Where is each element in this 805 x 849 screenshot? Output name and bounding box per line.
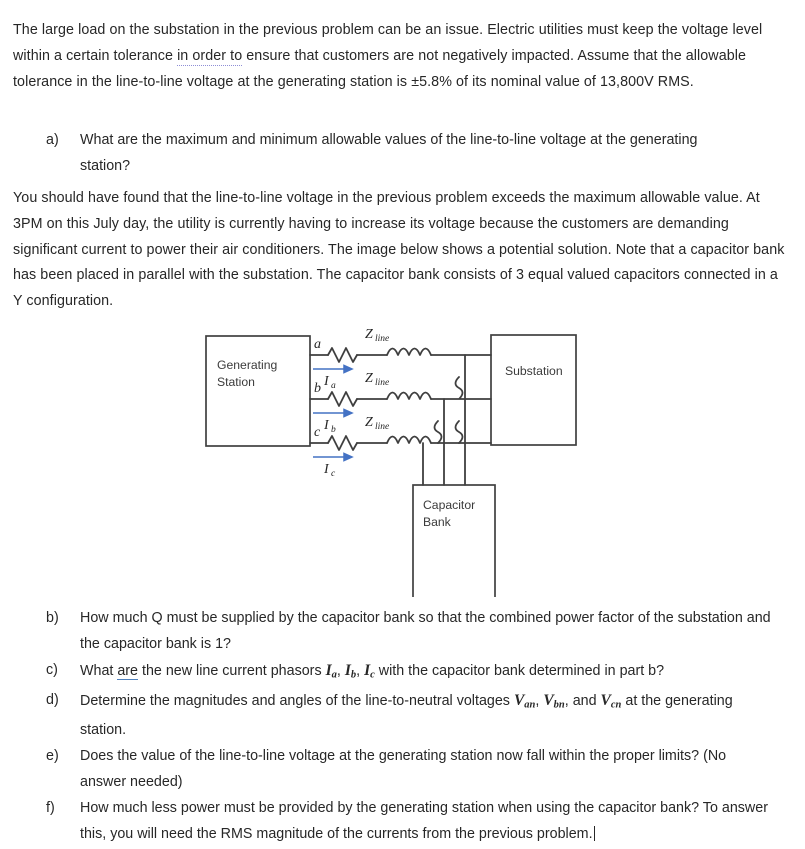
question-d-segment-3: at the generating station. xyxy=(80,693,733,739)
question-b-text: How much Q must be supplied by the capacitor bank so that the combined power factor of the substation and the capacitor bank is 1? xyxy=(80,610,771,652)
current-symbol-ic: I xyxy=(324,462,329,477)
symbol-vcn-subscript: cn xyxy=(610,699,622,711)
question-c-separator-2: , xyxy=(356,662,365,679)
z-line-label-c xyxy=(365,415,389,432)
question-a-item xyxy=(46,128,746,180)
current-symbol-ib: I xyxy=(324,418,329,433)
node-label-a: a xyxy=(314,337,321,352)
question-d-marker: d) xyxy=(46,692,59,709)
intro-text-segment-2: ensure that customers are not negatively impacted. Assume that the allowable tolerance in the line-to-line voltage at the generating station is ±5.8% of its nominal value of 13,800V RMS. xyxy=(13,47,747,90)
circuit-diagram xyxy=(195,322,595,597)
capacitor-bank-label-line2: Bank xyxy=(423,515,451,529)
body-paragraph-text: You should have found that the line-to-line voltage in the previous problem exceeds the maximum allowable value. At 3PM on this July day, the utility is currently having to increase its voltage because the customers are demanding significant current to power their air conditioners. The image below shows a potential solution. Note that a capacitor bank has been placed in parallel with the substation. The capacitor bank consists of 3 equal valued capacitors connected in a Y configuration. xyxy=(13,190,785,310)
substation-label: Substation xyxy=(505,364,563,378)
text-cursor xyxy=(594,826,595,841)
symbol-ia: I xyxy=(325,661,332,679)
current-symbol-ia: I xyxy=(324,374,329,389)
question-e-text: Does the value of the line-to-line voltage at the generating station now fall within the proper limits? (No answer needed) xyxy=(80,748,727,791)
current-arrow-ib xyxy=(313,409,352,416)
z-line-label-a xyxy=(365,327,389,344)
phase-b-wire-right xyxy=(431,377,491,399)
phase-b-inductor xyxy=(387,393,431,400)
question-d-separator-2: , and xyxy=(564,693,601,710)
node-label-c: c xyxy=(314,425,321,440)
phase-a-inductor xyxy=(387,349,431,356)
intro-paragraph xyxy=(13,18,785,95)
generating-station-label-line2: Station xyxy=(217,375,255,389)
intro-text-segment-1: The large load on the substation in the previous problem can be an issue. Electric utilities must keep the voltage level within a certain tolerance xyxy=(13,22,763,64)
current-subscript-ic: c xyxy=(331,469,336,479)
symbol-van-subscript: an xyxy=(524,699,536,711)
symbol-ic-subscript: c xyxy=(370,669,375,681)
question-c-segment-3: with the capacitor bank determined in part b? xyxy=(374,662,665,679)
question-f-item xyxy=(46,796,776,848)
question-a-marker: a) xyxy=(46,132,59,148)
current-subscript-ib: b xyxy=(331,425,336,435)
question-c-marker: c) xyxy=(46,661,58,678)
questions-list xyxy=(46,606,776,847)
question-e-marker: e) xyxy=(46,748,59,765)
symbol-ic: I xyxy=(364,661,371,679)
question-b-item xyxy=(46,606,776,658)
node-label-b: b xyxy=(314,381,321,396)
phase-a-resistor xyxy=(328,348,357,362)
current-arrow-ic xyxy=(313,453,352,460)
substation-box xyxy=(491,335,576,445)
symbol-ib: I xyxy=(344,661,351,679)
question-b-marker: b) xyxy=(46,610,59,626)
symbol-vbn-subscript: bn xyxy=(553,699,565,711)
symbol-ia-subscript: a xyxy=(331,669,337,681)
symbol-ib-subscript: b xyxy=(350,669,357,681)
question-e-item xyxy=(46,744,776,796)
phase-c-hop-over-a-drop xyxy=(456,421,463,443)
z-line-subscript-c: line xyxy=(375,422,390,432)
symbol-vbn: V xyxy=(543,692,554,710)
generating-station-label-line1: Generating xyxy=(217,358,278,372)
current-subscript-ia: a xyxy=(331,381,336,391)
question-a-text: What are the maximum and minimum allowable values of the line-to-line voltage at the generating station? xyxy=(80,132,698,174)
question-d-separator-1: , xyxy=(535,693,544,710)
current-arrow-ia xyxy=(313,365,352,372)
spell-suggestion-are[interactable]: are xyxy=(117,662,139,679)
current-label-ia xyxy=(323,374,336,391)
z-line-symbol-c: Z xyxy=(365,415,373,430)
question-d-segment-1: Determine the magnitudes and angles of the line-to-neutral voltages xyxy=(80,693,514,710)
z-line-symbol-a: Z xyxy=(365,327,373,342)
symbol-van: V xyxy=(513,692,525,710)
body-paragraph xyxy=(13,186,785,315)
capacitor-bank-label-line1: Capacitor xyxy=(423,498,476,512)
symbol-vcn: V xyxy=(600,692,611,710)
phase-c-hop-over-b-drop xyxy=(435,421,442,443)
question-c-item xyxy=(46,658,776,688)
phase-c-resistor xyxy=(328,436,357,450)
question-f-marker: f) xyxy=(46,799,55,816)
current-label-ib xyxy=(323,418,336,435)
question-c-segment-1: What xyxy=(80,662,118,679)
question-f-text: How much less power must be provided by the generating station when using the capacitor bank? To answer this, you will need the RMS magnitude of the currents from the previous problem. xyxy=(80,799,768,842)
generating-station-box xyxy=(206,336,310,446)
question-c-separator-1: , xyxy=(336,662,345,679)
z-line-subscript-a: line xyxy=(375,334,390,344)
current-label-ic xyxy=(323,462,336,479)
phase-b-resistor xyxy=(328,392,357,406)
phase-c-inductor xyxy=(387,437,431,444)
z-line-label-b xyxy=(365,371,389,388)
question-a xyxy=(46,128,746,180)
question-c-segment-2: the new line current phasors xyxy=(138,662,326,679)
question-d-item xyxy=(46,688,776,744)
z-line-subscript-b: line xyxy=(375,378,390,388)
grammar-suggestion-in-order-to[interactable]: in order to xyxy=(177,47,243,64)
z-line-symbol-b: Z xyxy=(365,371,373,386)
